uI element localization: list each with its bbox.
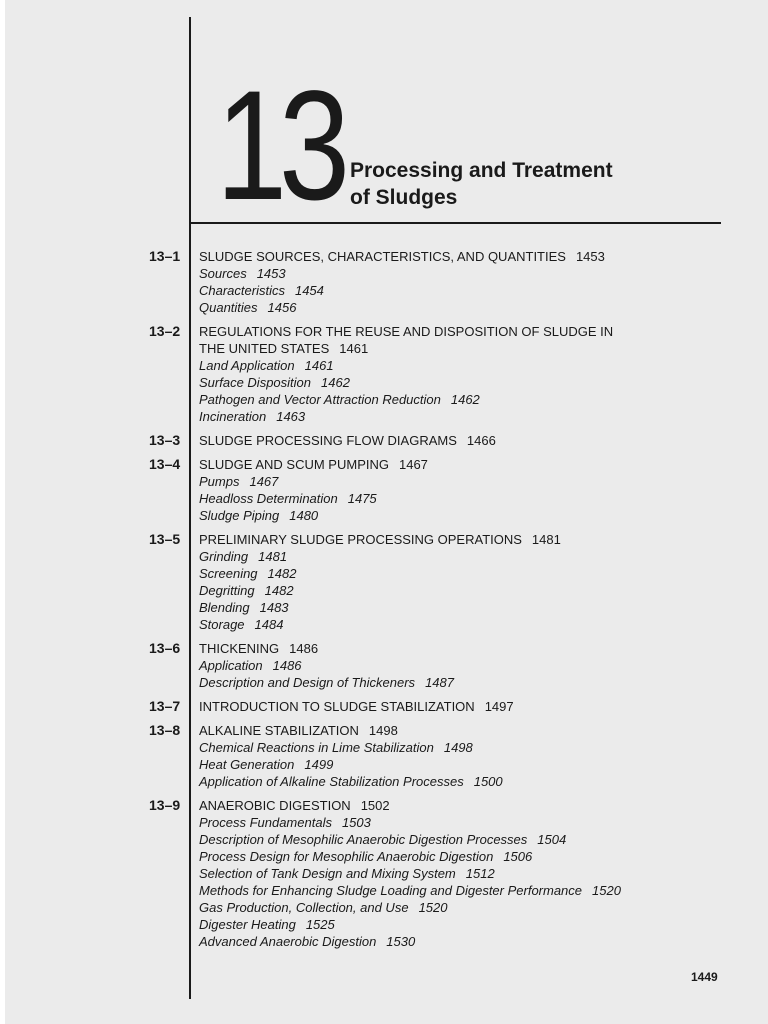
- toc-section: [0, 531, 768, 633]
- subsection-page: 1480: [289, 508, 319, 523]
- subsection-entry: [199, 357, 629, 374]
- section-page: 1461: [339, 341, 369, 356]
- subsection-entry: [199, 933, 629, 950]
- section-page: 1481: [531, 532, 561, 547]
- subsection-title: Process Design for Mesophilic Anaerobic Digestion: [199, 849, 494, 864]
- section-page: 1453: [575, 249, 605, 264]
- section-heading: [199, 432, 629, 449]
- subsection-entry: [199, 490, 629, 507]
- section-title: SLUDGE PROCESSING FLOW DIAGRAMS: [199, 433, 457, 448]
- subsection-title: Heat Generation: [199, 757, 295, 772]
- section-heading: [199, 531, 629, 548]
- chapter-number: 13: [216, 59, 342, 233]
- subsection-entry: [199, 899, 629, 916]
- subsection-page: 1483: [259, 600, 289, 615]
- subsection-title: Digester Heating: [199, 917, 296, 932]
- subsection-entry: [199, 507, 629, 524]
- subsection-entry: [199, 831, 629, 848]
- section-heading: [199, 323, 629, 357]
- subsection-page: 1467: [249, 474, 279, 489]
- subsection-page: 1456: [267, 300, 297, 315]
- subsection-title: Advanced Anaerobic Digestion: [199, 934, 377, 949]
- section-body: [199, 797, 629, 950]
- subsection-title: Application of Alkaline Stabilization Processes: [199, 774, 464, 789]
- subsection-title: Sources: [199, 266, 247, 281]
- subsection-entry: [199, 299, 629, 316]
- subsection-entry: [199, 616, 629, 633]
- subsection-title: Description and Design of Thickeners: [199, 675, 416, 690]
- section-body: [199, 531, 629, 633]
- section-page: 1486: [289, 641, 319, 656]
- subsection-title: Land Application: [199, 358, 295, 373]
- toc-section: [0, 722, 768, 790]
- subsection-title: Headloss Determination: [199, 491, 338, 506]
- subsection-entry: [199, 548, 629, 565]
- subsection-entry: [199, 265, 629, 282]
- section-body: [199, 248, 629, 316]
- subsection-page: 1482: [264, 583, 294, 598]
- subsection-page: 1463: [276, 409, 306, 424]
- section-body: [199, 698, 629, 715]
- subsection-title: Gas Production, Collection, and Use: [199, 900, 409, 915]
- subsection-entry: [199, 374, 629, 391]
- subsection-entry: [199, 773, 629, 790]
- subsection-title: Pathogen and Vector Attraction Reduction: [199, 392, 441, 407]
- chapter-title-line-2: of Sludges: [350, 186, 458, 209]
- subsection-entry: [199, 282, 629, 299]
- section-body: [199, 456, 629, 524]
- toc-section: [0, 698, 768, 715]
- toc-section: [0, 432, 768, 449]
- subsection-title: Sludge Piping: [199, 508, 280, 523]
- subsection-page: 1499: [304, 757, 334, 772]
- section-heading: [199, 640, 629, 657]
- subsection-entry: [199, 756, 629, 773]
- subsection-title: Description of Mesophilic Anaerobic Digestion Processes: [199, 832, 528, 847]
- section-page: 1497: [484, 699, 514, 714]
- subsection-title: Degritting: [199, 583, 255, 598]
- subsection-entry: [199, 473, 629, 490]
- subsection-entry: [199, 882, 629, 899]
- subsection-page: 1453: [256, 266, 286, 281]
- subsection-page: 1504: [537, 832, 567, 847]
- subsection-entry: [199, 599, 629, 616]
- section-page: 1466: [466, 433, 496, 448]
- subsection-entry: [199, 582, 629, 599]
- section-number: 13–8: [149, 722, 181, 738]
- subsection-title: Grinding: [199, 549, 249, 564]
- toc-section: [0, 248, 768, 316]
- subsection-entry: [199, 865, 629, 882]
- subsection-page: 1525: [305, 917, 335, 932]
- subsection-page: 1520: [418, 900, 448, 915]
- section-number: 13–2: [149, 323, 181, 339]
- section-title: REGULATIONS FOR THE REUSE AND DISPOSITION OF SLUDGE IN THE UNITED STATES: [199, 324, 614, 356]
- section-number: 13–7: [149, 698, 181, 714]
- section-page: 1498: [368, 723, 398, 738]
- subsection-page: 1484: [254, 617, 284, 632]
- subsection-page: 1462: [450, 392, 480, 407]
- subsection-page: 1520: [592, 883, 621, 898]
- subsection-page: 1503: [341, 815, 371, 830]
- subsection-page: 1498: [443, 740, 473, 755]
- subsection-entry: [199, 391, 629, 408]
- section-body: [199, 640, 629, 691]
- section-title: SLUDGE AND SCUM PUMPING: [199, 457, 389, 472]
- subsection-page: 1512: [465, 866, 495, 881]
- subsection-page: 1454: [294, 283, 324, 298]
- section-number: 13–4: [149, 456, 181, 472]
- subsection-entry: [199, 565, 629, 582]
- section-title: ANAEROBIC DIGESTION: [199, 798, 351, 813]
- subsection-page: 1482: [267, 566, 297, 581]
- subsection-page: 1506: [503, 849, 533, 864]
- section-title: THICKENING: [199, 641, 280, 656]
- section-number: 13–1: [149, 248, 181, 264]
- toc-section: [0, 456, 768, 524]
- section-title: SLUDGE SOURCES, CHARACTERISTICS, AND QUANTITIES: [199, 249, 566, 264]
- subsection-title: Application: [199, 658, 263, 673]
- section-heading: [199, 456, 629, 473]
- subsection-entry: [199, 916, 629, 933]
- subsection-page: 1500: [473, 774, 503, 789]
- chapter-title-line-1: Processing and Treatment: [350, 159, 613, 182]
- subsection-page: 1462: [321, 375, 350, 390]
- subsection-page: 1487: [425, 675, 454, 690]
- section-number: 13–3: [149, 432, 181, 448]
- page-number: 1449: [691, 970, 718, 984]
- subsection-entry: [199, 814, 629, 831]
- subsection-entry: [199, 848, 629, 865]
- subsection-title: Pumps: [199, 474, 240, 489]
- subsection-title: Selection of Tank Design and Mixing System: [199, 866, 456, 881]
- subsection-entry: [199, 657, 629, 674]
- section-number: 13–9: [149, 797, 181, 813]
- subsection-page: 1486: [272, 658, 302, 673]
- section-number: 13–5: [149, 531, 181, 547]
- chapter-title: [350, 157, 613, 211]
- section-page: 1502: [360, 798, 390, 813]
- section-title: INTRODUCTION TO SLUDGE STABILIZATION: [199, 699, 475, 714]
- subsection-title: Methods for Enhancing Sludge Loading and Digester Performance: [199, 883, 583, 898]
- subsection-page: 1481: [258, 549, 288, 564]
- section-body: [199, 722, 629, 790]
- section-heading: [199, 248, 629, 265]
- subsection-title: Storage: [199, 617, 245, 632]
- subsection-page: 1461: [304, 358, 334, 373]
- toc-section: [0, 640, 768, 691]
- toc-section: [0, 797, 768, 950]
- subsection-page: 1530: [386, 934, 416, 949]
- table-of-contents: [0, 248, 768, 957]
- section-heading: [199, 698, 629, 715]
- section-heading: [199, 722, 629, 739]
- subsection-title: Surface Disposition: [199, 375, 311, 390]
- subsection-title: Quantities: [199, 300, 258, 315]
- subsection-entry: [199, 674, 629, 691]
- subsection-entry: [199, 408, 629, 425]
- subsection-title: Incineration: [199, 409, 267, 424]
- subsection-title: Process Fundamentals: [199, 815, 332, 830]
- section-body: [199, 432, 629, 449]
- subsection-title: Screening: [199, 566, 258, 581]
- section-body: [199, 323, 629, 425]
- subsection-title: Chemical Reactions in Lime Stabilization: [199, 740, 434, 755]
- subsection-title: Blending: [199, 600, 250, 615]
- subsection-title: Characteristics: [199, 283, 285, 298]
- section-page: 1467: [398, 457, 428, 472]
- section-number: 13–6: [149, 640, 181, 656]
- subsection-entry: [199, 739, 629, 756]
- subsection-page: 1475: [347, 491, 377, 506]
- section-title: PRELIMINARY SLUDGE PROCESSING OPERATIONS: [199, 532, 522, 547]
- section-title: ALKALINE STABILIZATION: [199, 723, 359, 738]
- toc-section: [0, 323, 768, 425]
- section-heading: [199, 797, 629, 814]
